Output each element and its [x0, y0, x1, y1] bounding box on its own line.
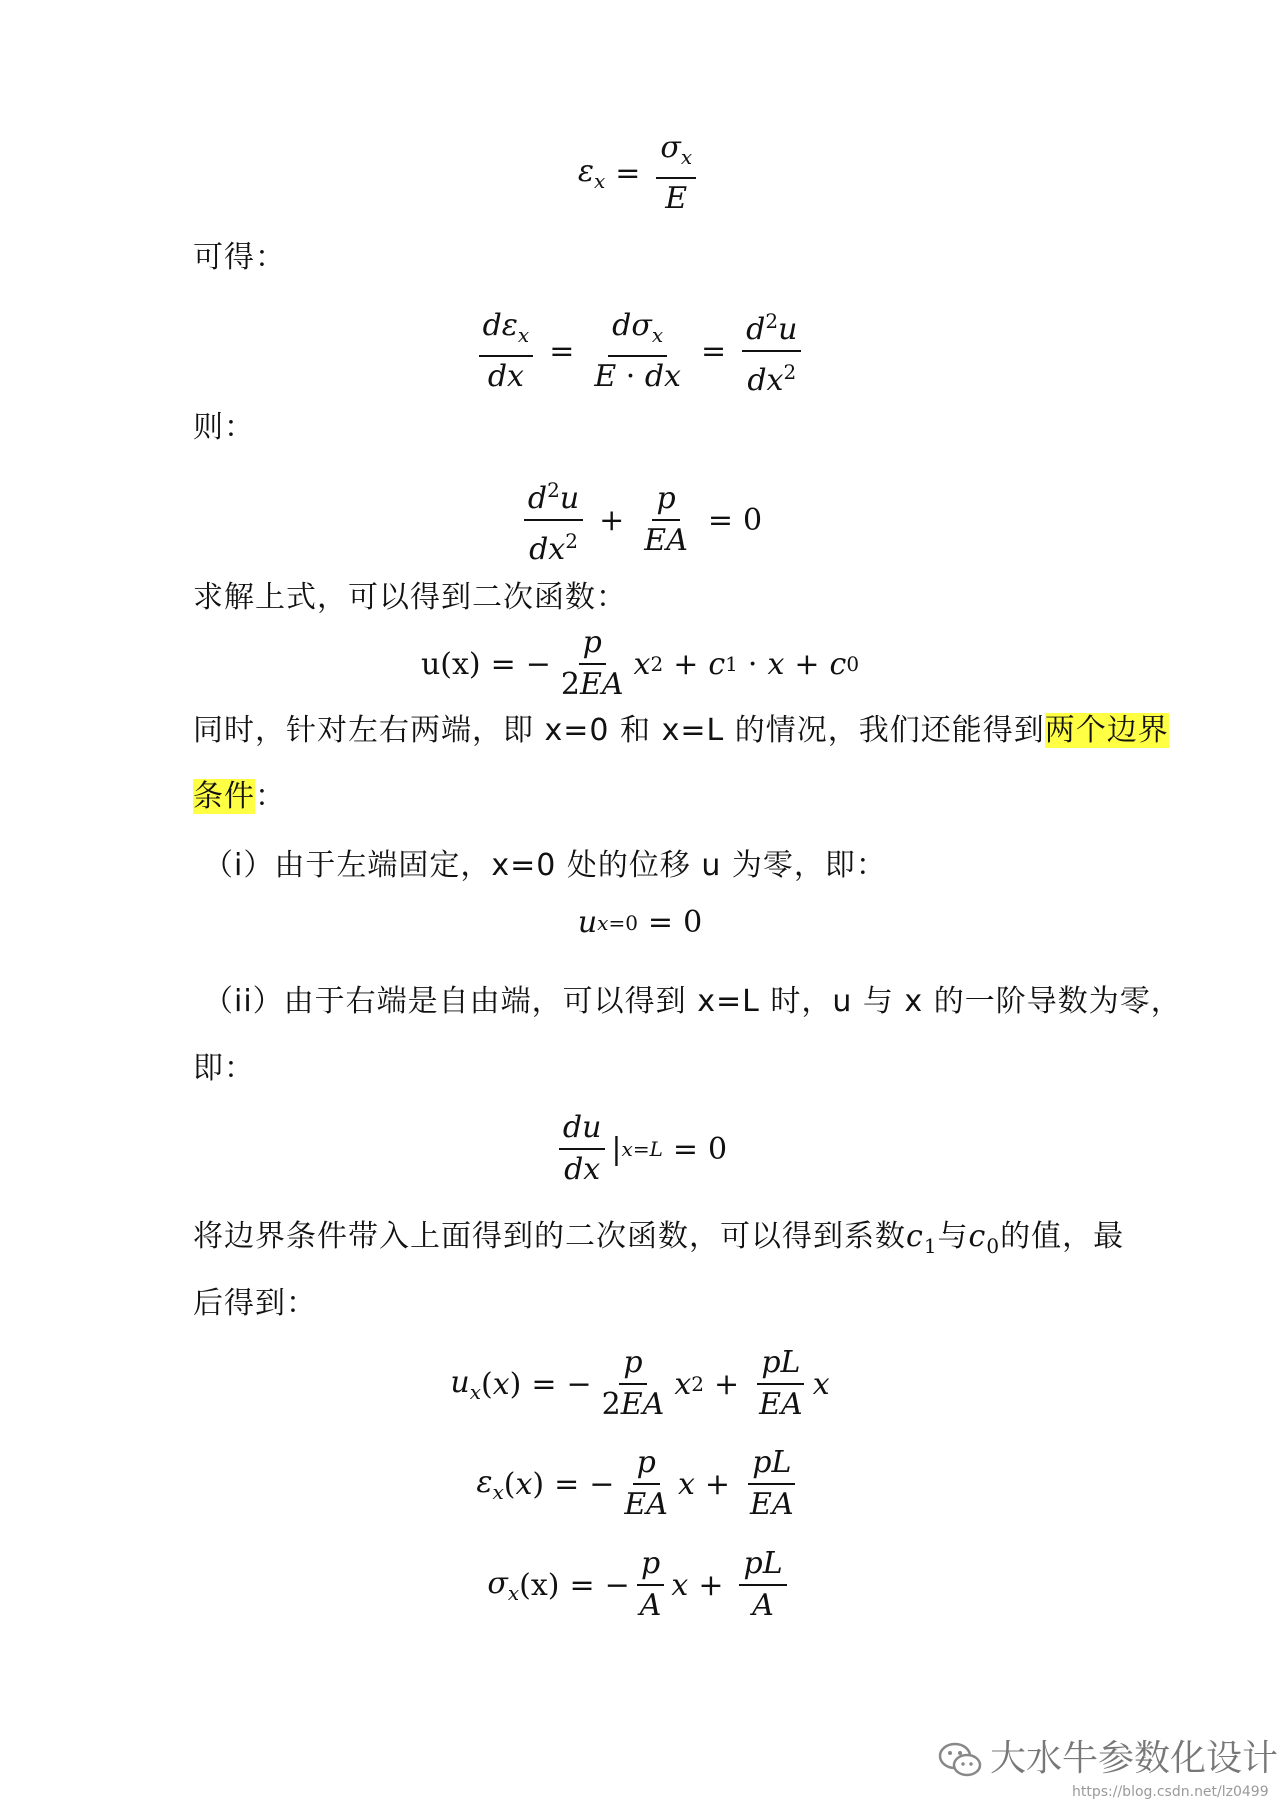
- highlight-boundary-1: 两个边界: [1044, 713, 1169, 748]
- wechat-icon: [938, 1741, 982, 1779]
- text-item-ii: （ii）由于右端是自由端，可以得到 x=L 时，u 与 x 的一阶导数为零，: [203, 984, 1182, 1019]
- equation-differential: $\frac{d^2u}{dx^2}$ + $\frac{p}{EA}$ = 0: [0, 472, 1280, 568]
- equation-strain: $\varepsilon_x$ (x) = − $\frac{p}{EA}$ x + $\frac{pL}{EA}$: [476, 1445, 794, 1522]
- text-tongshi: [193, 705, 1169, 749]
- symbol-c0: $c_0$: [968, 1219, 1001, 1258]
- watermark-brand: 大水牛参数化设计: [990, 1738, 1279, 1779]
- text-qiujie: 求解上式，可以得到二次函数：: [193, 580, 627, 615]
- text-kede: 可得：: [193, 240, 286, 275]
- text-item-i: （i）由于左端固定，x=0 处的位移 u 为零，即：: [203, 848, 887, 883]
- equation-stress: $\sigma_x$ (x) = − $\frac{p}{A}$ x + $\frac{pL}{A}$: [0, 1546, 1280, 1624]
- text-jiang-a: 将边界条件带入上面得到的二次函数，可以得到系数: [193, 1219, 906, 1254]
- highlight-boundary-2: 条件: [193, 779, 255, 814]
- symbol-c1: $c_1$: [906, 1219, 938, 1258]
- watermark-url: https://blog.csdn.net/lz0499: [1072, 1784, 1269, 1800]
- equation-strain-stress: $\varepsilon_x$ = $\frac{\sigma_x}{E}$: [0, 130, 1280, 217]
- equation-boundary-u0: u x=0 = 0: [577, 905, 703, 940]
- text-ze: 则：: [193, 410, 255, 445]
- text-tongshi-a: 同时，针对左右两端，即 x=0 和 x=L 的情况，我们还能得到: [193, 713, 1045, 748]
- equation-derivative-chain: $\frac{d\varepsilon_x}{dx}$ = $\frac{d\sigma_x}{E \cdot dx}$ = $\frac{d^2u}{dx^2}$: [0, 303, 1280, 399]
- watermark: [938, 1730, 1278, 1781]
- equation-quadratic: u(x) = − $\frac{p}{2EA}$ x 2 + c 1 · x + c 0: [420, 625, 860, 702]
- text-houde: 后得到：: [193, 1286, 317, 1321]
- text-jiang-b: 的值，最: [1000, 1219, 1125, 1254]
- text-jiang: [193, 1211, 1124, 1258]
- text-tongshi-b: ：: [255, 779, 286, 814]
- text-tongshi-line2: [193, 771, 286, 815]
- equation-displacement: $u_x$ (x) = − $\frac{p}{2EA}$ x 2 + $\frac{pL}{EA}$ x: [450, 1345, 830, 1422]
- equation-boundary-derivative: $\frac{du}{dx}$ | x=L = 0: [0, 1110, 1280, 1188]
- text-jiang-and: 与: [937, 1219, 969, 1254]
- text-ji: 即：: [193, 1051, 255, 1086]
